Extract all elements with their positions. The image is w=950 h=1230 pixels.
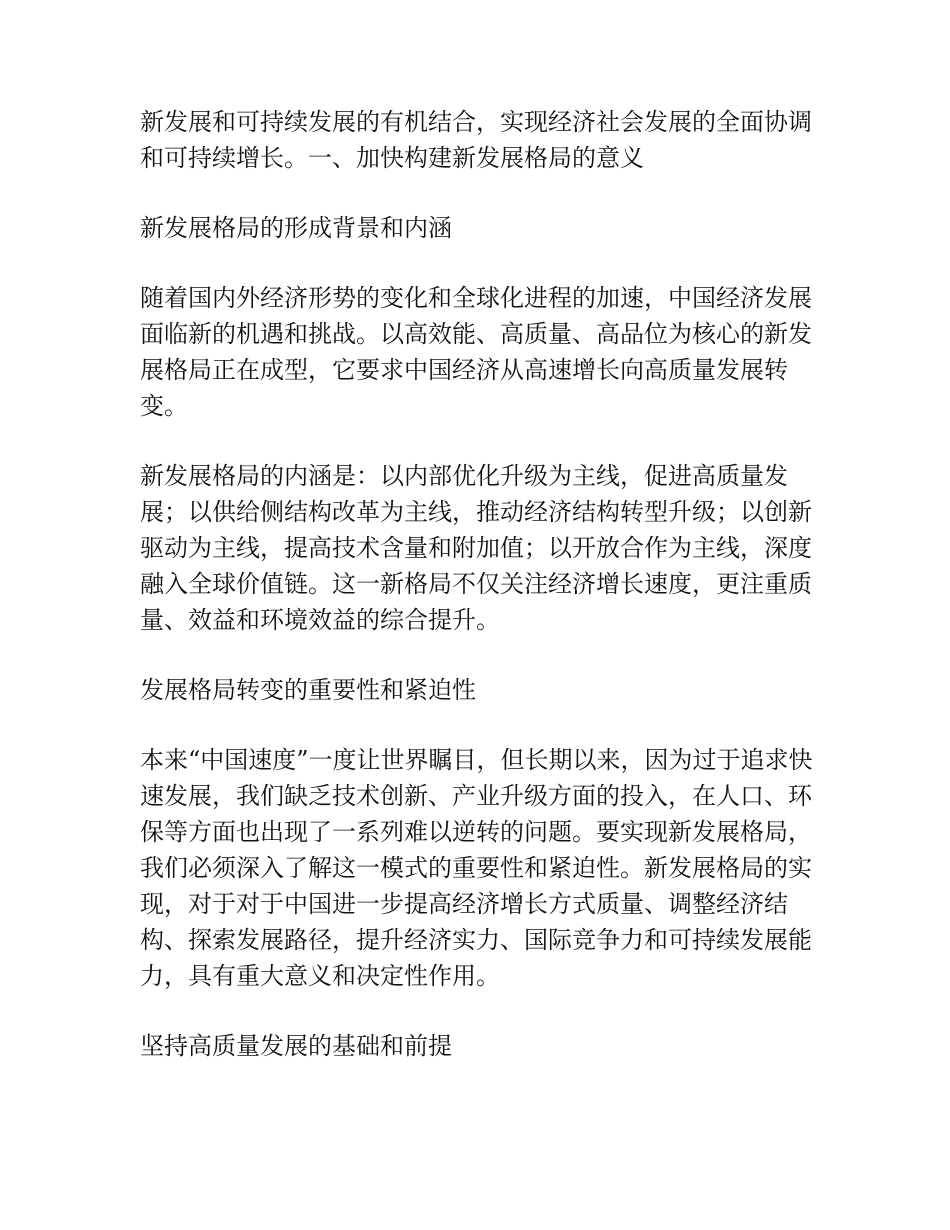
paragraph-importance: 本来“中国速度”一度让世界瞩目，但长期以来，因为过于追求快速发展，我们缺乏技术创新、产业升级方面的投入，在人口、环保等方面也出现了一系列难以逆转的问题。要实现新发展格局，我们必须深入了解这一模式的重要性和紧迫性。新发展格局的实现，对于对于中国进一步提高经济增长方式质量、调整经济结构、探索发展路径，提升经济实力、国际竞争力和可持续发展能力，具有重大意义和决定性作用。	[140, 746, 813, 990]
section-heading-foundation: 坚持高质量发展的基础和前提	[140, 1032, 452, 1060]
paragraph-connotation: 新发展格局的内涵是：以内部优化升级为主线，促进高质量发展；以供给侧结构改革为主线，推动经济结构转型升级；以创新驱动为主线，提高技术含量和附加值；以开放合作为主线，深度融入全球价值链。这一新格局不仅关注经济增长速度，更注重质量、效益和环境效益的综合提升。	[140, 462, 812, 634]
section-heading-background: 新发展格局的形成背景和内涵	[140, 214, 452, 242]
section-heading-importance: 发展格局转变的重要性和紧迫性	[140, 676, 476, 704]
document-body	[140, 104, 820, 1098]
paragraph-background: 随着国内外经济形势的变化和全球化进程的加速，中国经济发展面临新的机遇和挑战。以高效能、高质量、高品位为核心的新发展格局正在成型，它要求中国经济从高速增长向高质量发展转变。	[140, 284, 812, 420]
paragraph-intro: 新发展和可持续发展的有机结合，实现经济社会发展的全面协调和可持续增长。一、加快构建新发展格局的意义	[140, 108, 812, 172]
